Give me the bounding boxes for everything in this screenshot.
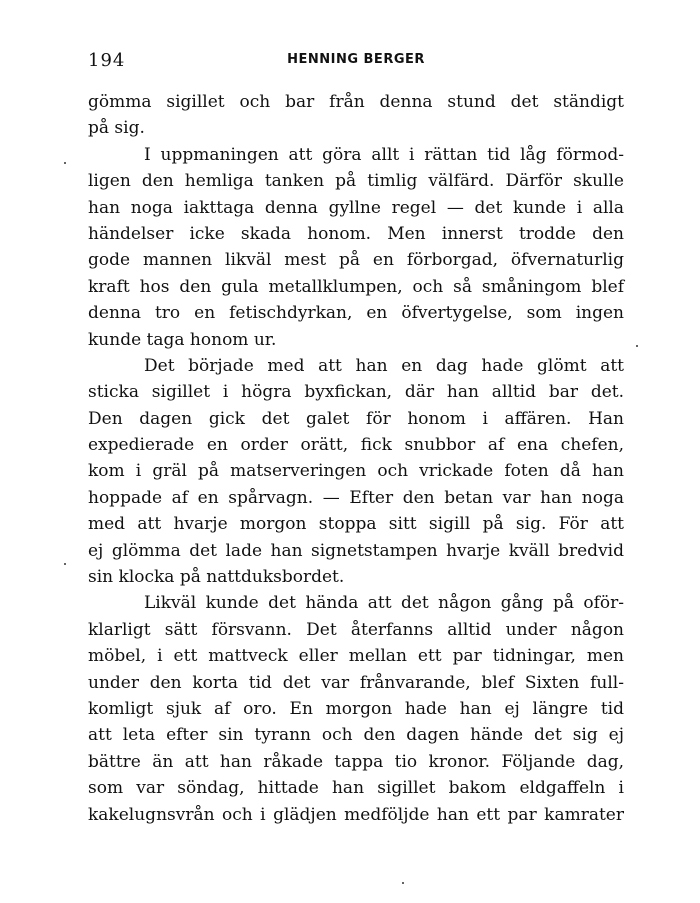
text-line: på sig. xyxy=(88,118,145,139)
text-line: denna tro en fetischdyrkan, en öfvertygelse, som ingen xyxy=(88,303,624,324)
text-line: Den dagen gick det galet för honom i affären. Han xyxy=(88,408,624,429)
text-line: sin klocka på nattduksbordet. xyxy=(88,567,345,588)
page-header xyxy=(88,50,624,78)
text-line: ej glömma det lade han signetstampen hvarje kväll bredvid xyxy=(88,540,624,561)
text-line: hoppade af en spårvagn. — Efter den betan var han noga xyxy=(88,487,624,508)
text-line: Likväl kunde det hända att det någon gång på oför- xyxy=(144,593,624,614)
print-speck xyxy=(64,563,66,565)
text-line: kakelugnsvrån och i glädjen medföljde han ett par kamrater xyxy=(88,804,624,825)
print-speck xyxy=(402,882,404,884)
text-line: som var söndag, hittade han sigillet bakom eldgaffeln i xyxy=(88,778,624,799)
text-line: klarligt sätt försvann. Det återfanns alltid under någon xyxy=(88,619,624,640)
body-text xyxy=(88,89,624,828)
text-line: med att hvarje morgon stoppa sitt sigill på sig. För att xyxy=(88,514,624,535)
text-line: kunde taga honom ur. xyxy=(88,329,277,350)
text-line: under den korta tid det var frånvarande, blef Sixten full- xyxy=(88,672,624,693)
text-line: han noga iakttaga denna gyllne regel — det kunde i alla xyxy=(88,197,624,218)
page-number: 194 xyxy=(88,50,126,71)
print-speck xyxy=(636,345,638,347)
print-speck xyxy=(64,162,66,164)
text-line: bättre än att han råkade tappa tio kronor. Följande dag, xyxy=(88,751,624,772)
text-line: händelser icke skada honom. Men innerst trodde den xyxy=(88,223,624,244)
text-line: ligen den hemliga tanken på timlig välfärd. Därför skulle xyxy=(88,171,624,192)
text-line: att leta efter sin tyrann och den dagen hände det sig ej xyxy=(88,725,624,746)
text-line: möbel, i ett mattveck eller mellan ett par tidningar, men xyxy=(88,646,624,667)
text-line: kraft hos den gula metallklumpen, och så småningom blef xyxy=(88,276,624,297)
text-line: kom i gräl på matserveringen och vrickade foten då han xyxy=(88,461,624,482)
text-line: Det började med att han en dag hade glömt att xyxy=(144,355,624,376)
text-line: sticka sigillet i högra byxfickan, där han alltid bar det. xyxy=(88,382,624,403)
text-line: expedierade en order orätt, fick snubbor af ena chefen, xyxy=(88,435,624,456)
text-line: I uppmaningen att göra allt i rättan tid låg förmod- xyxy=(144,144,624,165)
running-head: HENNING BERGER xyxy=(287,52,425,67)
text-line: gömma sigillet och bar från denna stund det ständigt xyxy=(88,92,624,112)
text-line: gode mannen likväl mest på en förborgad, öfvernaturlig xyxy=(88,250,624,271)
text-line: komligt sjuk af oro. En morgon hade han ej längre tid xyxy=(88,698,624,719)
